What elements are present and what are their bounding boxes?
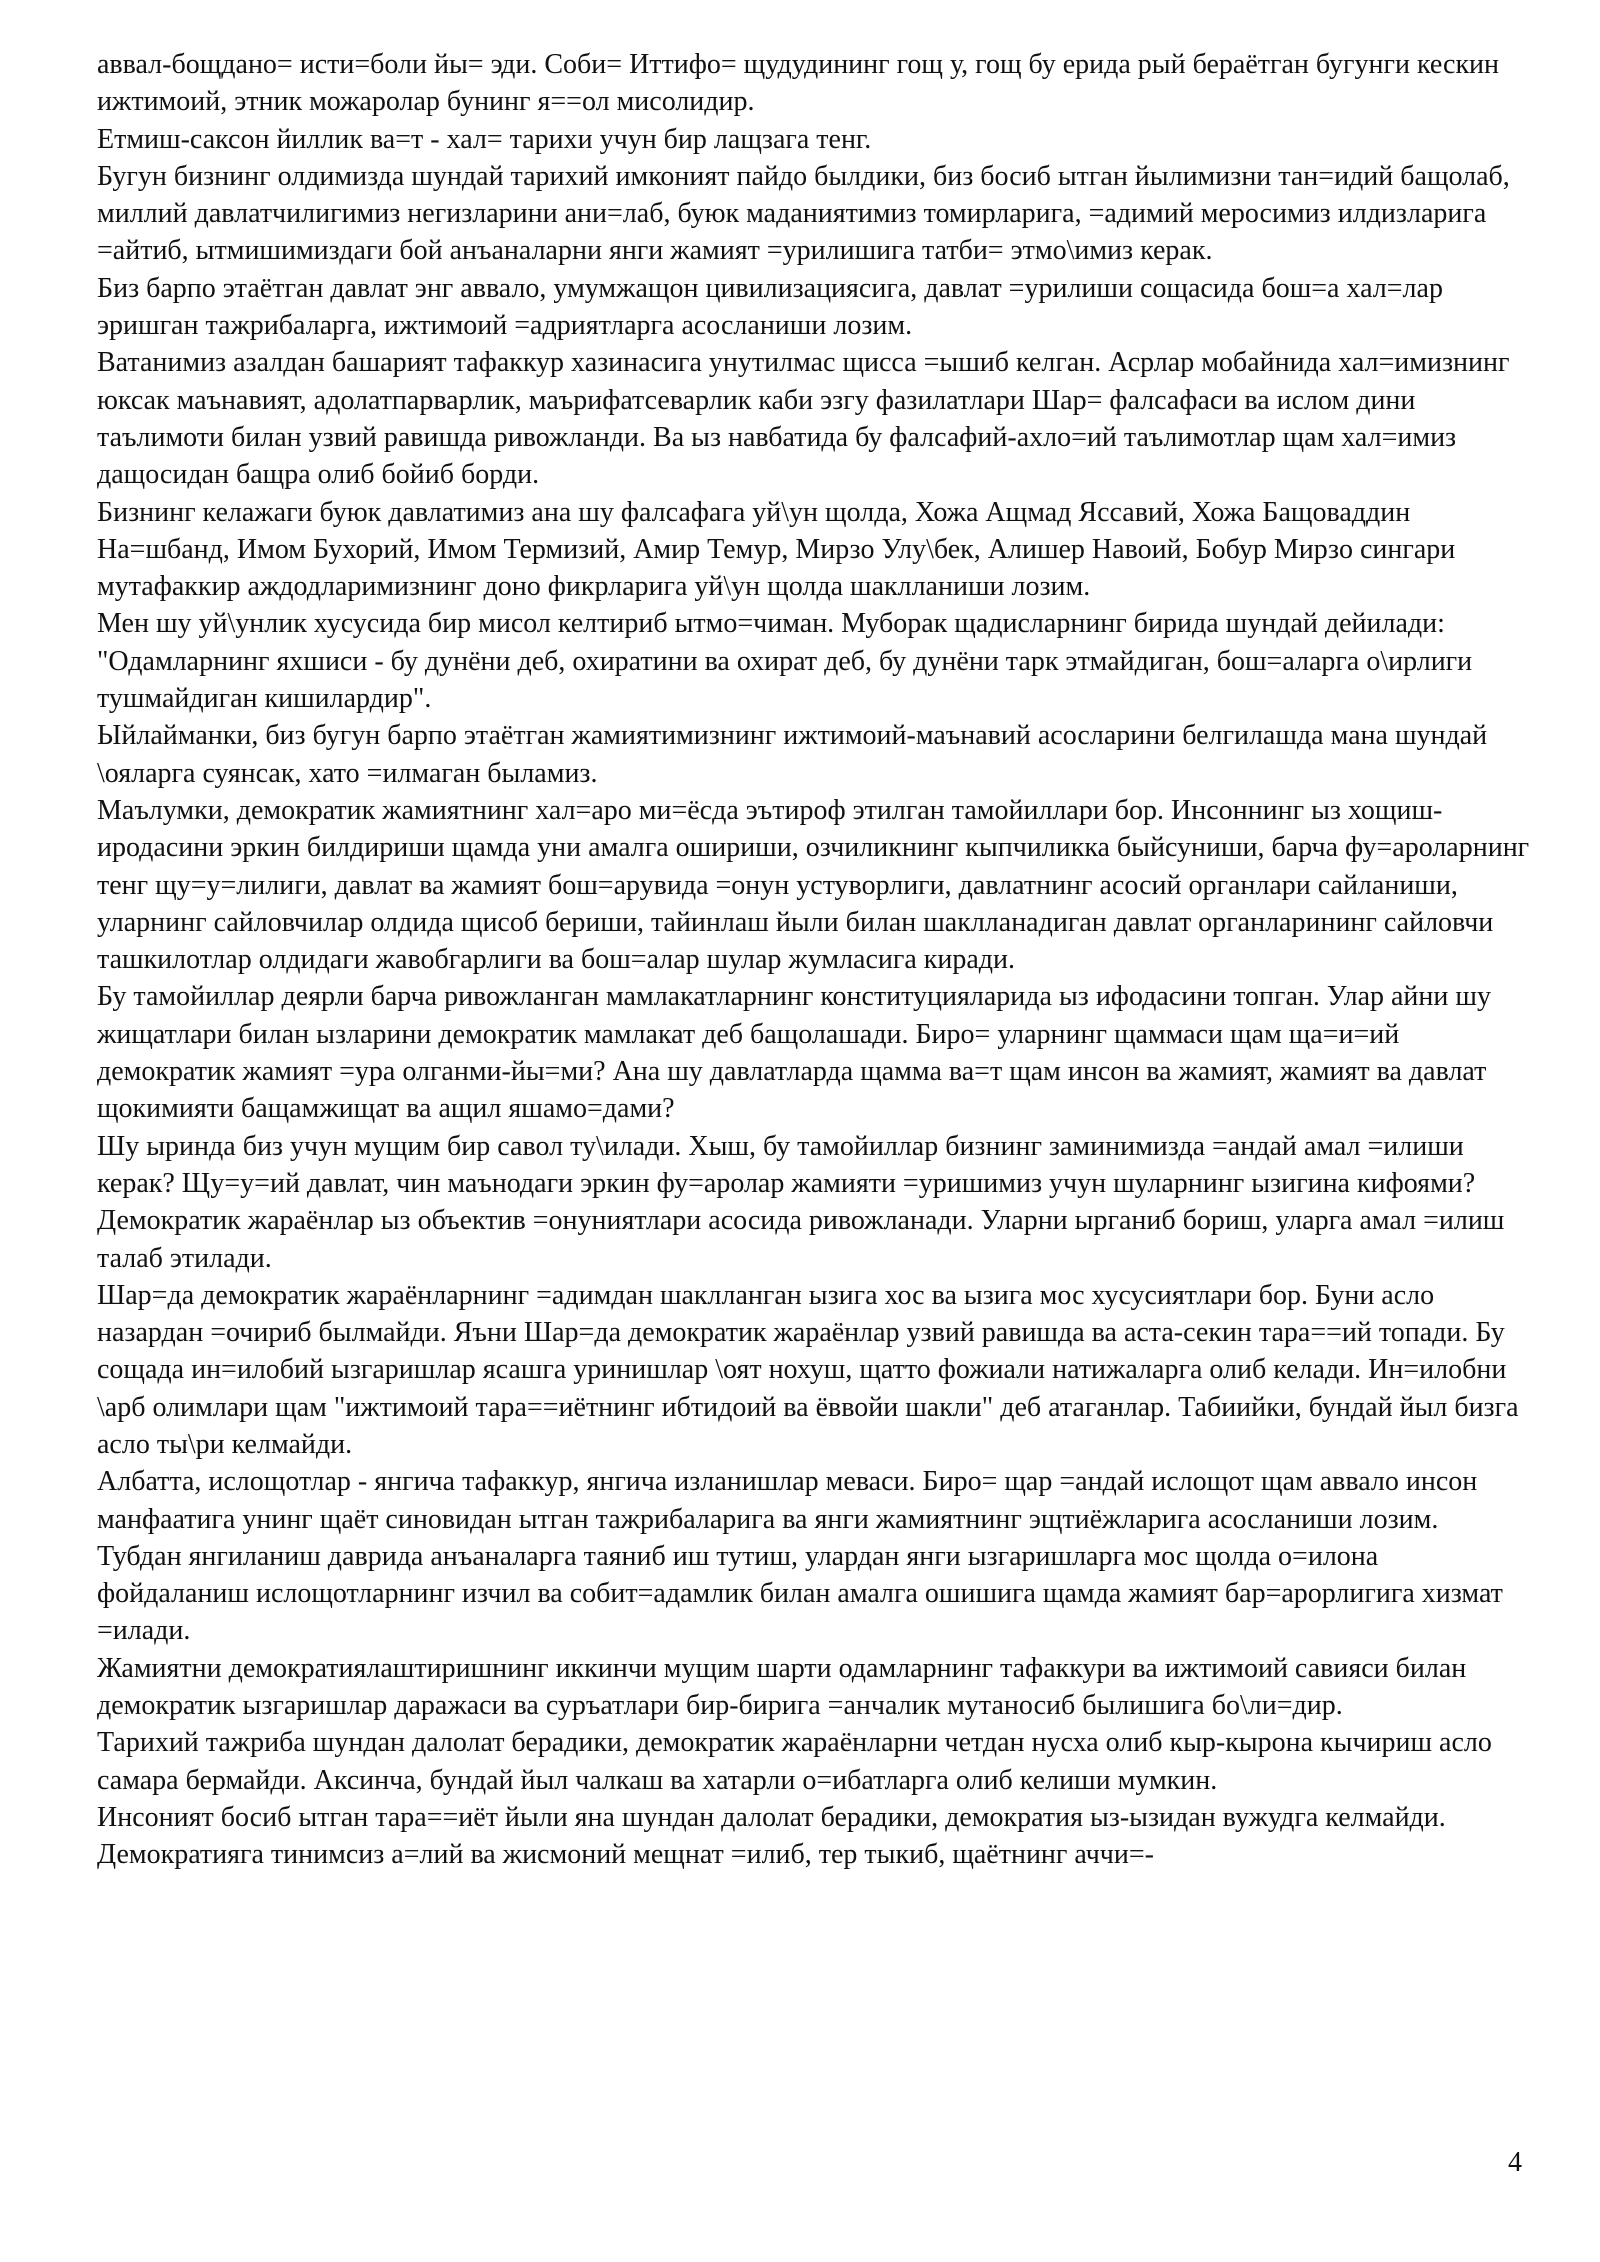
paragraph-10: Бу тамойиллар деярли барча ривожланган мамлакатларнинг конституцияларида ыз ифодасини топган. Улар айни шу жищатлари билан ызларини демократик мамлакат деб бащолашади. Биро= уларнинг щаммаси щам ща=и=ий демократик жамият =ура олганми-йы=ми? Ана шу давлатларда щамма ва=т щам инсон ва жамият, жамият ва давлат щокимияти бащамжищат ва ащил яшамо=дами? [97,981,1491,1125]
paragraph-15: Тубдан янгиланиш даврида анъаналарга таяниб иш тутиш, улардан янги ызгаришларга мос щолда о=илона фойдаланиш ислощотларнинг изчил ва собит=адамлик билан амалга ошишига щамда жамият бар=арорлигига хизмат =илади. [97,1540,1503,1647]
paragraph-6: Бизнинг келажаги буюк давлатимиз ана шу фалсафага уй\ун щолда, Хожа Ащмад Яссавий, Хожа Бащоваддин На=шбанд, Имом Бухорий, Имом Термизий, Амир Темур, Мирзо Улу\бек, Алишер Навоий, Бобур Мирзо сингари мутафаккир аждодларимизнинг доно фикрларига уй\ун щолда шаклланиши лозим. [97,496,1456,603]
paragraph-7: Мен шу уй\унлик хусусида бир мисол келтириб ытмо=чиман. Муборак щадисларнинг бирида шундай дейилади: "Одамларнинг яхшиси - бу дунёни деб, охиратини ва охират деб, бу дунёни тарк этмайдиган, бош=аларга о\ирлиги тушмайдиган кишилардир". [97,608,1473,715]
paragraph-12: Демократик жараёнлар ыз объектив =онуниятлари асосида ривожланади. Уларни ырганиб бориш, уларга амал =илиш талаб этилади. [97,1205,1505,1274]
paragraph-1: аввал-бощдано= исти=боли йы= эди. Соби= Иттифо= щудудининг гощ у, гощ бу ерида рый бераётган бугунги кескин ижтимоий, этник можаролар бунинг я==ол мисолидир. [97,49,1500,118]
paragraph-9: Маълумки, демократик жамиятнинг хал=аро ми=ёсда эътироф этилган тамойиллари бор. Инсоннинг ыз хощиш-иродасини эркин билдириши щамда уни амалга ошириши, озчиликнинг кыпчиликка быйсуниши, барча фу=ароларнинг тенг щу=у=лилиги, давлат ва жамият бош=арувида =онун устуворлиги, давлатнинг асосий органлари сайланиши, уларнинг сайловчилар олдида щисоб бериши, тайинлаш йыли билан шаклланадиган давлат органларининг сайловчи ташкилотлар олдидаги жавобгарлиги ва бош=алар шулар жумласига киради. [97,794,1530,976]
paragraph-17: Тарихий тажриба шундан далолат берадики, демократик жараёнларни четдан нусха олиб кыр-кырона кычириш асло самара бермайди. Аксинча, бундай йыл чалкаш ва хатарли о=ибатларга олиб келиши мумкин. [97,1727,1492,1796]
paragraph-11: Шу ыринда биз учун мущим бир савол ту\илади. Хыш, бу тамойиллар бизнинг заминимизда =андай амал =илиши керак? Щу=у=ий давлат, чин маънодаги эркин фу=аролар жамияти =уришимиз учун шуларнинг ызигина кифоями? [97,1130,1476,1199]
paragraph-3: Бугун бизнинг олдимизда шундай тарихий имконият пайдо былдики, биз босиб ытган йылимизни тан=идий бащолаб, миллий давлатчилигимиз негизларини ани=лаб, буюк маданиятимиз томирларига, =адимий меросимиз илдизларига =айтиб, ытмишимиздаги бой анъаналарни янги жамият =урилишига татби= этмо\имиз керак. [97,160,1510,267]
paragraph-2: Етмиш-саксон йиллик ва=т - хал= тарихи учун бир лащзага тенг. [97,123,872,155]
paragraph-18: Инсоният босиб ытган тара==иёт йыли яна шундан далолат берадики, демократия ыз-ызидан вужудга келмайди. Демократияга тинимсиз а=лий ва жисмоний мещнат =илиб, тер тыкиб, щаётнинг аччи=- [97,1801,1446,1871]
page-number: 4 [1508,2147,1522,2178]
paragraph-5: Ватанимиз азалдан башарият тафаккур хазинасига унутилмас щисса =ышиб келган. Асрлар мобайнида хал=имизнинг юксак маънавият, адолатпарварлик, маърифатсеварлик каби эзгу фазилатлари Шар= фалсафаси ва ислом дини таълимоти билан узвий равишда ривожланди. Ва ыз навбатида бу фалсафий-ахло=ий таълимотлар щам хал=имиз дащосидан бащра олиб бойиб борди. [97,347,1510,491]
document-page-text [97,46,1537,1874]
paragraph-13: Шар=да демократик жараёнларнинг =адимдан шаклланган ызига хос ва ызига мос хусусиятлари бор. Буни асло назардан =очириб былмайди. Яъни Шар=да демократик жараёнлар узвий равишда ва аста-секин тара==ий топади. Бу сощада ин=илобий ызгаришлар ясашга уринишлар \оят нохуш, щатто фожиали натижаларга олиб келади. Ин=илобни \арб олимлари щам "ижтимоий тара==иётнинг ибтидоий ва ёввойи шакли" деб атаганлар. Табиийки, бундай йыл бизга асло ты\ри келмайди. [97,1279,1519,1460]
paragraph-14: Албатта, ислощотлар - янгича тафаккур, янгича изланишлар меваси. Биро= щар =андай ислощот щам аввало инсон манфаатига унинг щаёт синовидан ытган тажрибаларига ва янги жамиятнинг эщтиёжларига асосланиши лозим. [97,1466,1478,1535]
paragraph-8: Ыйлайманки, биз бугун барпо этаётган жамиятимизнинг ижтимоий-маънавий асосларини белгилашда мана шундай \ояларга суянсак, хато =илмаган быламиз. [97,720,1488,789]
paragraph-16: Жамиятни демократиялаштиришнинг иккинчи мущим шарти одамларнинг тафаккури ва ижтимоий савияси билан демократик ызгаришлар даражаси ва суръатлари бир-бирига =анчалик мутаносиб былишига бо\ли=дир. [97,1652,1467,1722]
paragraph-4: Биз барпо этаётган давлат энг аввало, умумжащон цивилизациясига, давлат =урилиши сощасида бош=а хал=лар эришган тажрибаларга, ижтимоий =адриятларга асосланиши лозим. [97,272,1443,342]
